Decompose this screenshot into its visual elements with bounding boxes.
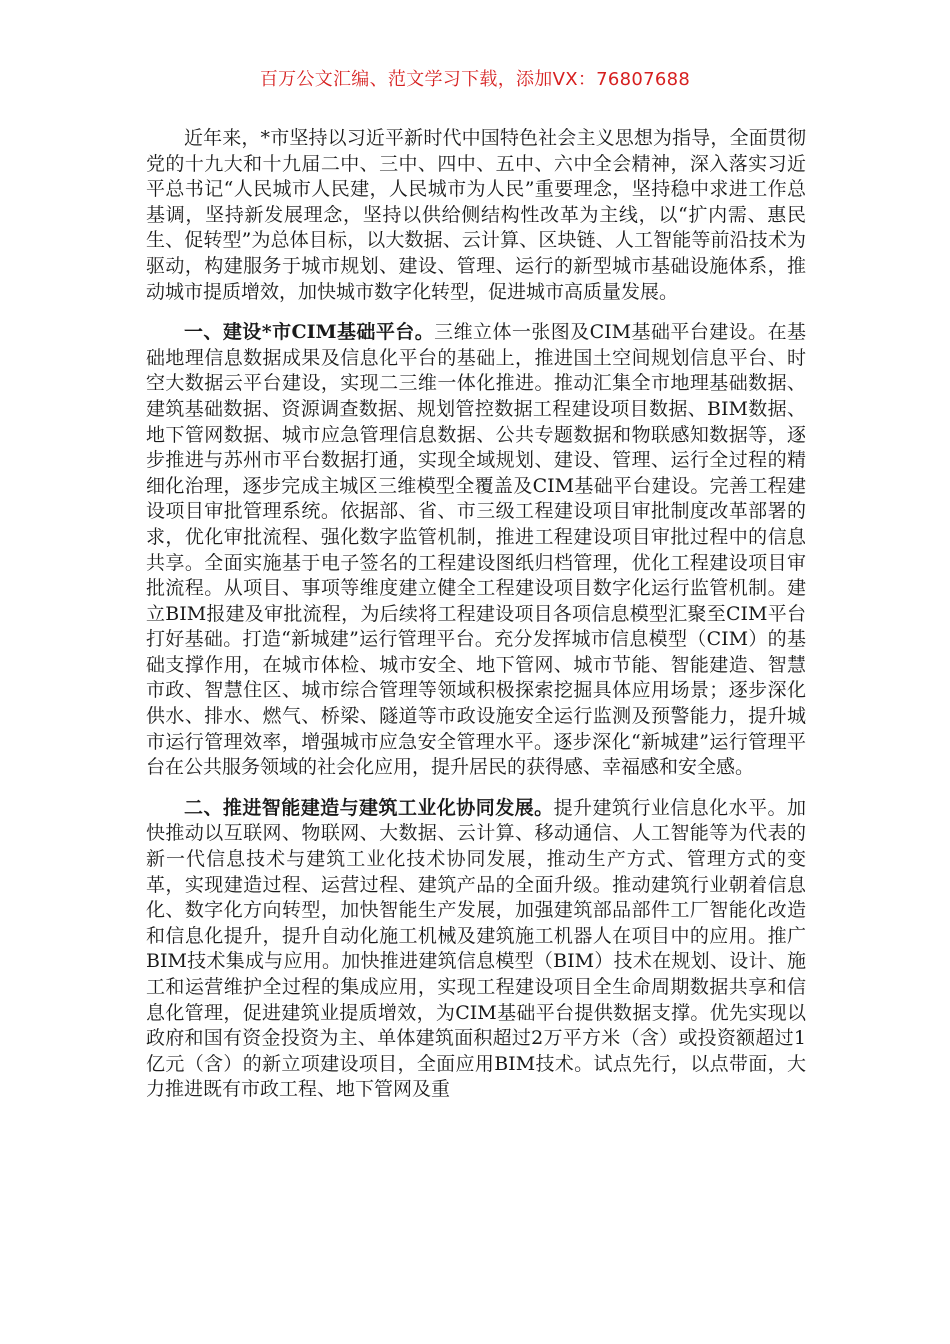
- section-2-paragraph: [146, 796, 806, 1103]
- header-banner: 百万公文汇编、范文学习下载，添加VX：76807688: [259, 69, 691, 90]
- section-1-text: 三维立体一张图及CIM基础平台建设。在基础地理信息数据成果及信息化平台的基础上，推进国土空间规划信息平台、时空大数据云平台建设，实现二三维一体化推进。推动汇集全市地理基础数据、建筑基础数据、资源调查数据、规划管控数据工程建设项目数据、BIM数据、地下管网数据、城市应急管理信息数据、公共专题数据和物联感知数据等，逐步推进与苏州市平台数据打通，实现全域规划、建设、管理、运行全过程的精细化治理，逐步完成主城区三维模型全覆盖及CIM基础平台建设。完善工程建设项目审批管理系统。依据部、省、市三级工程建设项目审批制度改革部署的求，优化审批流程、强化数字监管机制，推进工程建设项目审批过程中的信息共享。全面实施基于电子签名的工程建设图纸归档管理，优化工程建设项目审批流程。从项目、事项等维度建立健全工程建设项目数字化运行监管机制。建立BIM报建及审批流程，为后续将工程建设项目各项信息模型汇聚至CIM平台打好基础。打造“新城建”运行管理平台。充分发挥城市信息模型（CIM）的基础支撑作用，在城市体检、城市安全、地下管网、城市节能、智能建造、智慧市政、智慧住区、城市综合管理等领域积极探索挖掘具体应用场景；逐步深化供水、排水、燃气、桥梁、隧道等市政设施安全运行监测及预警能力，提升城市运行管理效率，增强城市应急安全管理水平。逐步深化“新城建”运行管理平台在公共服务领域的社会化应用，提升居民的获得感、幸福感和安全感。: [146, 321, 807, 779]
- section-1-heading: 一、建设*市CIM基础平台。: [184, 321, 435, 344]
- section-1-paragraph: [146, 320, 806, 781]
- section-2-heading: 二、推进智能建造与建筑工业化协同发展。: [184, 796, 554, 819]
- intro-paragraph: [146, 126, 806, 305]
- document-body: [146, 126, 806, 1118]
- paragraph-text: 近年来，*市坚持以习近平新时代中国特色社会主义思想为指导，全面贯彻党的十九大和十九届二中、三中、四中、五中、六中全会精神，深入落实习近平总书记“人民城市人民建，人民城市为人民”重要理念，坚持稳中求进工作总基调，坚持新发展理念，坚持以供给侧结构性改革为主线，以“扩内需、惠民生、促转型”为总体目标，以大数据、云计算、区块链、人工智能等前沿技术为驱动，构建服务于城市规划、建设、管理、运行的新型城市基础设施体系，推动城市提质增效，加快城市数字化转型，促进城市高质量发展。: [146, 127, 806, 303]
- section-2-text: 提升建筑行业信息化水平。加快推动以互联网、物联网、大数据、云计算、移动通信、人工智能等为代表的新一代信息技术与建筑工业化技术协同发展，推动生产方式、管理方式的变革，实现建造过程、运营过程、建筑产品的全面升级。推动建筑行业朝着信息化、数字化方向转型，加快智能生产发展，加强建筑部品部件工厂智能化改造和信息化提升，提升自动化施工机械及建筑施工机器人在项目中的应用。推广BIM技术集成与应用。加快推进建筑信息模型（BIM）技术在规划、设计、施工和运营维护全过程的集成应用，实现工程建设项目全生命周期数据共享和信息化管理，促进建筑业提质增效，为CIM基础平台提供数据支撑。优先实现以政府和国有资金投资为主、单体建筑面积超过2万平方米（含）或投资额超过1亿元（含）的新立项建设项目，全面应用BIM技术。试点先行，以点带面，大力推进既有市政工程、地下管网及重: [146, 796, 806, 1101]
